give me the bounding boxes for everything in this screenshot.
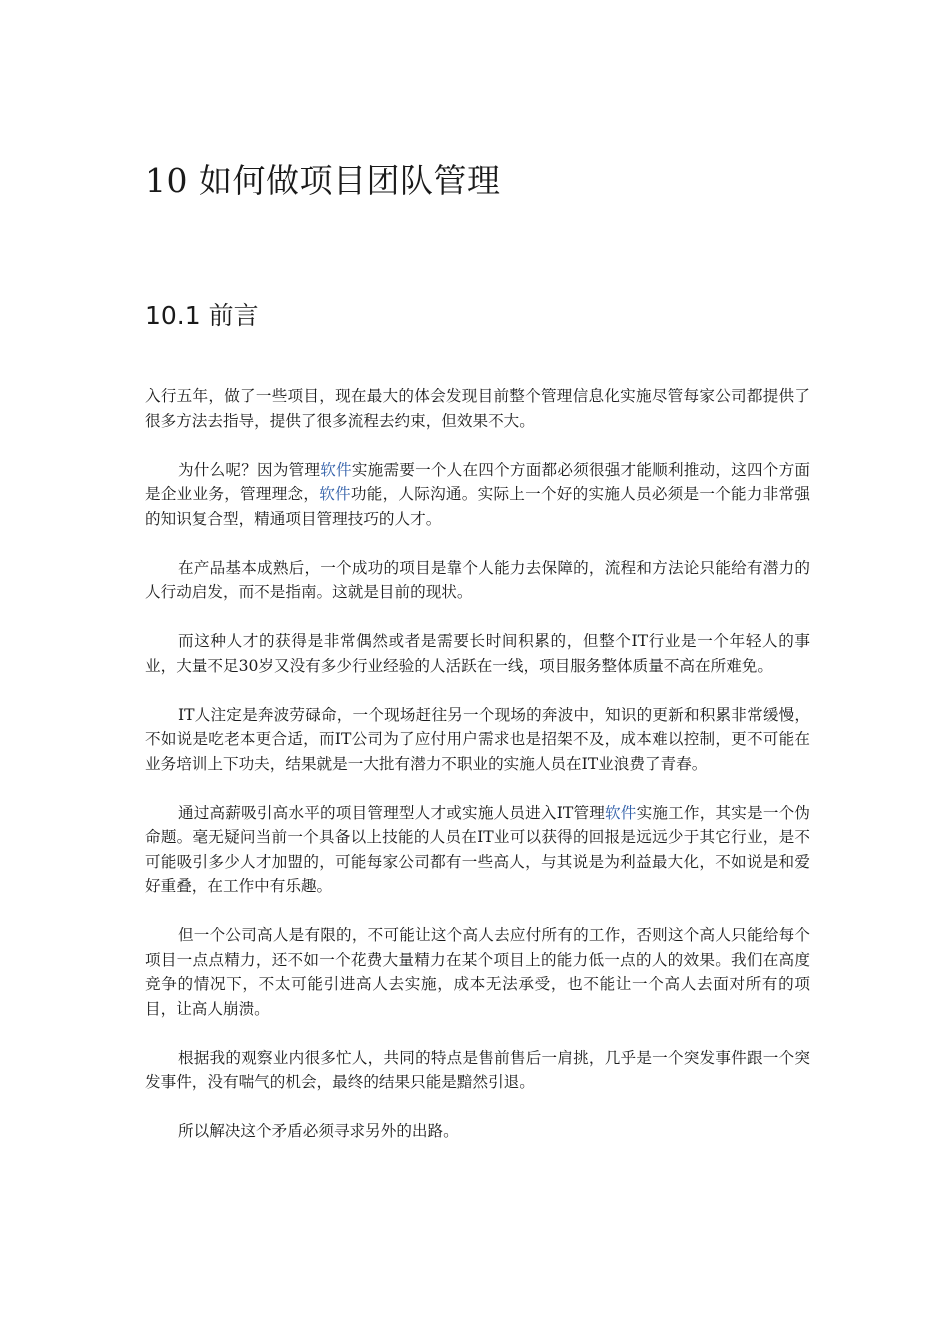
- paragraph: [145, 629, 810, 678]
- paragraph-text: 功能，人际沟通。实际上一个好的实施人员必须是一个能力非常强的知识复合型，精通项目管理技巧的人才。: [145, 485, 810, 528]
- paragraph: [145, 923, 810, 1021]
- software-link[interactable]: 软件: [605, 803, 637, 822]
- paragraph: [145, 1119, 810, 1144]
- paragraph-text: 通过高薪吸引高水平的项目管理型人才或实施人员进入IT管理: [178, 803, 606, 822]
- document-title: 10 如何做项目团队管理: [145, 161, 501, 200]
- paragraph: [145, 384, 810, 433]
- paragraph-text: 根据我的观察业内很多忙人，共同的特点是售前售后一肩挑，几乎是一个突发事件跟一个突发事件，没有喘气的机会，最终的结果只能是黯然引退。: [145, 1048, 810, 1091]
- paragraph: [145, 801, 810, 899]
- paragraph: [145, 458, 810, 532]
- software-link[interactable]: 软件: [319, 485, 351, 503]
- paragraph-text: 为什么呢？因为管理: [178, 460, 321, 479]
- paragraph-text: 而这种人才的获得是非常偶然或者是需要长时间积累的，但整个IT行业是一个年轻人的事业，大量不足30岁又没有多少行业经验的人活跃在一线，项目服务整体质量不高在所难免。: [145, 632, 810, 675]
- paragraph: [145, 1046, 810, 1095]
- paragraph-text: 实施工作，其实是一个伪命题。毫无疑问当前一个具备以上技能的人员在IT业可以获得的回报是远远少于其它行业，是不可能吸引多少人才加盟的，可能每家公司都有一些高人，与其说是为利益最大化，不如说是和爱好重叠，在工作中有乐趣。: [145, 803, 810, 895]
- paragraph-text: 在产品基本成熟后，一个成功的项目是靠个人能力去保障的，流程和方法论只能给有潜力的人行动启发，而不是指南。这就是目前的现状。: [145, 558, 810, 601]
- paragraph-text: 实施需要一个人在四个方面都必须很强才能顺利推动，这四个方面是企业业务，管理理念，: [145, 460, 810, 503]
- paragraph-text: 入行五年，做了一些项目，现在最大的体会发现目前整个管理信息化实施尽管每家公司都提供了很多方法去指导，提供了很多流程去约束，但效果不大。: [145, 387, 810, 430]
- paragraph-text: 所以解决这个矛盾必须寻求另外的出路。: [178, 1122, 459, 1140]
- section-heading: 10.1 前言: [145, 301, 259, 330]
- document-body: [145, 384, 810, 1168]
- software-link[interactable]: 软件: [320, 460, 352, 479]
- paragraph-text: IT人注定是奔波劳碌命，一个现场赶往另一个现场的奔波中，知识的更新和积累非常缓慢，不如说是吃老本更合适，而IT公司为了应付用户需求也是招架不及，成本难以控制，更不可能在业务培训上下功夫，结果就是一大批有潜力不职业的实施人员在IT业浪费了青春。: [145, 705, 810, 773]
- paragraph-text: 但一个公司高人是有限的，不可能让这个高人去应付所有的工作，否则这个高人只能给每个项目一点点精力，还不如一个花费大量精力在某个项目上的能力低一点的人的效果。我们在高度竞争的情况下，不太可能引进高人去实施，成本无法承受，也不能让一个高人去面对所有的项目，让高人崩溃。: [145, 926, 810, 1018]
- paragraph: [145, 703, 810, 777]
- paragraph: [145, 556, 810, 605]
